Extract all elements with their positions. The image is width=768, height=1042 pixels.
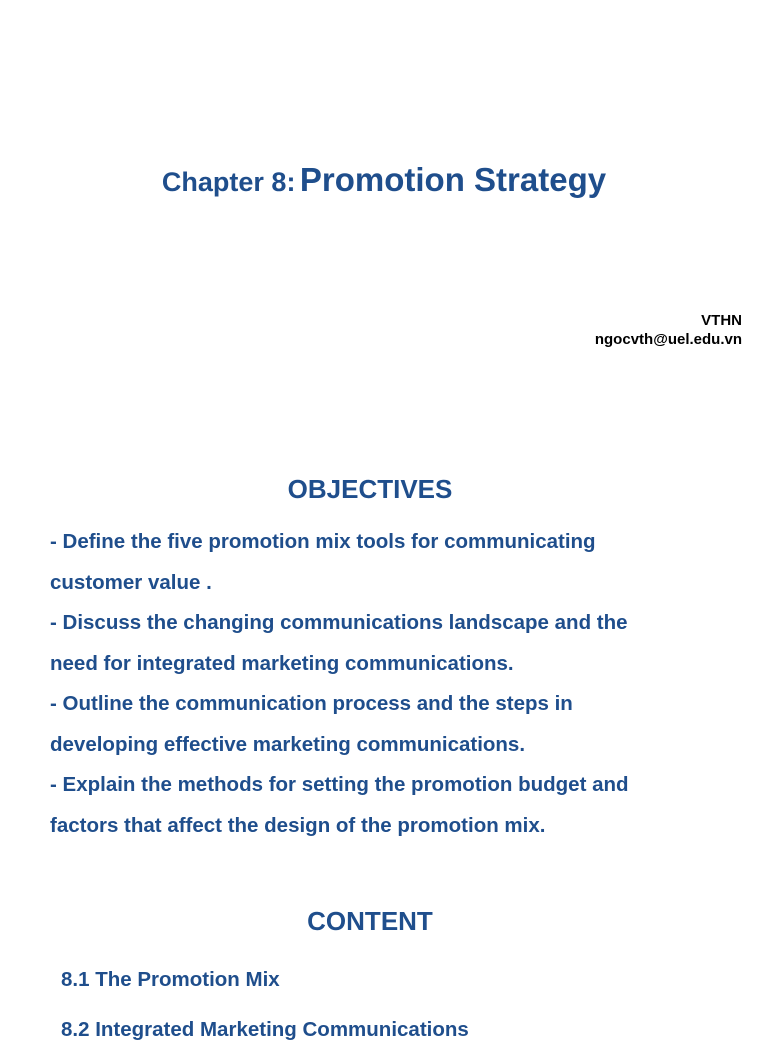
content-list	[61, 962, 280, 998]
chapter-title-main: Promotion Strategy	[299, 161, 607, 198]
objective-line: factors that affect the design of the promotion mix.	[50, 813, 546, 837]
author-email: ngocvth@uel.edu.vn	[594, 331, 742, 348]
objective-line: - Explain the methods for setting the promotion budget and	[50, 773, 629, 796]
objective-line: - Discuss the changing communications landscape and the	[50, 611, 628, 634]
objectives-heading: OBJECTIVES	[287, 474, 453, 504]
objective-line: customer value .	[50, 570, 212, 594]
chapter-title-prefix: Chapter 8:	[161, 167, 296, 197]
content-item-cutoff	[0, 1014, 768, 1041]
content-heading: CONTENT	[307, 906, 433, 936]
content-item: 8.2 Integrated Marketing Communications	[61, 1018, 469, 1041]
author-block	[595, 311, 742, 349]
objective-line: - Outline the communication process and the steps in	[50, 692, 573, 715]
objective-line: - Define the five promotion mix tools for communicating	[50, 530, 596, 553]
chapter-title	[0, 156, 768, 211]
objectives-list	[50, 522, 740, 846]
content-item: 8.1 The Promotion Mix	[61, 968, 280, 991]
objective-line: need for integrated marketing communications.	[50, 651, 514, 675]
objective-line: developing effective marketing communications.	[50, 732, 526, 756]
author-name: VTHN	[701, 312, 742, 329]
